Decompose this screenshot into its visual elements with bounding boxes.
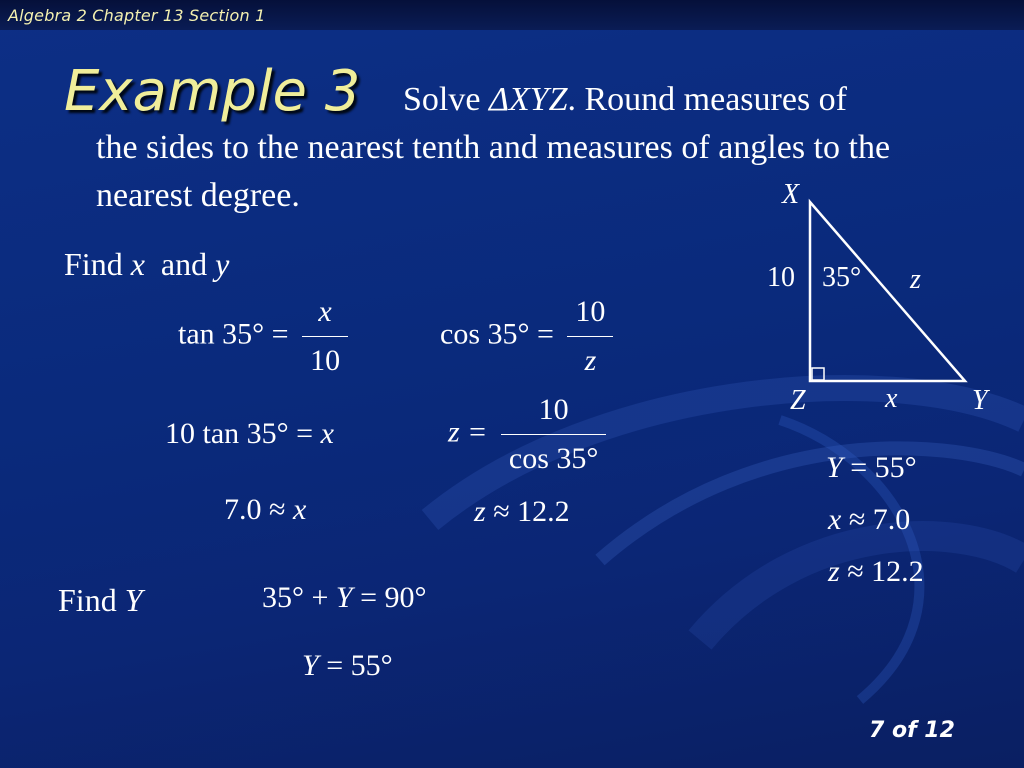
triangle-name: ΔXYZ <box>488 81 568 118</box>
find-Y-label <box>58 582 142 619</box>
eq-z-num: 10 <box>501 390 607 435</box>
find-word: Find <box>64 246 123 282</box>
eq-cos-fraction <box>567 292 613 381</box>
summary-Y-rel: = 55° <box>842 451 917 484</box>
vertex-z-label: Z <box>790 385 806 415</box>
prompt-line1 <box>96 76 936 124</box>
result-x-a: 7.0 ≈ <box>224 493 293 526</box>
eq-cos-den: z <box>584 344 597 377</box>
eq-tan2-a: 10 tan 35° = <box>165 417 321 450</box>
eq-Y2-a: Y <box>302 649 319 682</box>
summary-x-var: x <box>828 503 842 536</box>
eq-Y1-c: = 90° <box>352 581 427 614</box>
result-z-b: ≈ 12.2 <box>485 495 570 528</box>
summary-z <box>828 552 924 592</box>
and-word: and <box>160 246 208 282</box>
side-hyp-label: z <box>910 264 921 295</box>
side-left-label: 10 <box>767 262 795 293</box>
vertex-y-label: Y <box>972 385 988 415</box>
eq-Y1-b: Y <box>335 581 353 614</box>
eq-Y1-a: 35° + <box>262 581 336 614</box>
result-x <box>224 490 306 530</box>
result-x-b: x <box>292 493 307 526</box>
eq-tan-den: 10 <box>310 344 341 377</box>
triangle-diagram <box>760 175 1000 415</box>
eq-z-den: cos 35° <box>508 442 599 475</box>
eq-Y2-b: = 55° <box>318 649 393 682</box>
eq-tan2-b: x <box>320 417 334 450</box>
eq-z-lhs: z = <box>448 415 488 449</box>
var-y: y <box>215 246 230 282</box>
eq-tan-fraction <box>302 292 348 381</box>
eq-z-fraction <box>501 390 607 479</box>
eq-tan-lhs: tan 35° = <box>178 317 289 351</box>
prompt-text-c: . Round measures of <box>567 81 848 118</box>
eq-tan-num: x <box>302 292 348 337</box>
eq-cos-lhs: cos 35° = <box>440 317 554 351</box>
summary-Y-var: Y <box>826 451 843 484</box>
var-Y: Y <box>124 582 143 618</box>
equation-Y-result <box>302 646 393 686</box>
summary-z-rel: ≈ 12.2 <box>839 555 924 588</box>
equation-tan-solved <box>165 414 334 454</box>
find-xy-label <box>64 246 229 283</box>
summary-x <box>828 500 910 540</box>
summary-z-var: z <box>828 555 840 588</box>
vertex-x-label: X <box>782 179 800 210</box>
page-number: 7 of 12 <box>869 718 955 743</box>
course-title: Algebra 2 Chapter 13 Section 1 <box>8 6 266 25</box>
var-x: x <box>130 246 145 282</box>
eq-cos-num: 10 <box>567 292 613 337</box>
prompt-rest: the sides to the nearest tenth and measures of angles to the nearest degree. <box>96 129 891 214</box>
slide-heading: Example 3 <box>64 59 361 124</box>
result-z <box>474 492 570 532</box>
equation-cos <box>440 292 613 381</box>
summary-Y <box>826 448 917 488</box>
equation-z <box>448 390 606 479</box>
find-word-2: Find <box>58 582 117 618</box>
equation-angle-sum <box>262 578 427 618</box>
top-bar <box>0 0 1024 30</box>
right-angle-mark <box>812 368 824 380</box>
summary-x-rel: ≈ 7.0 <box>841 503 911 536</box>
result-z-a: z <box>474 495 486 528</box>
prompt-text-a: Solve <box>403 81 489 118</box>
equation-tan <box>178 292 348 381</box>
side-bottom-label: x <box>885 383 898 414</box>
angle-label: 35° <box>822 262 862 293</box>
